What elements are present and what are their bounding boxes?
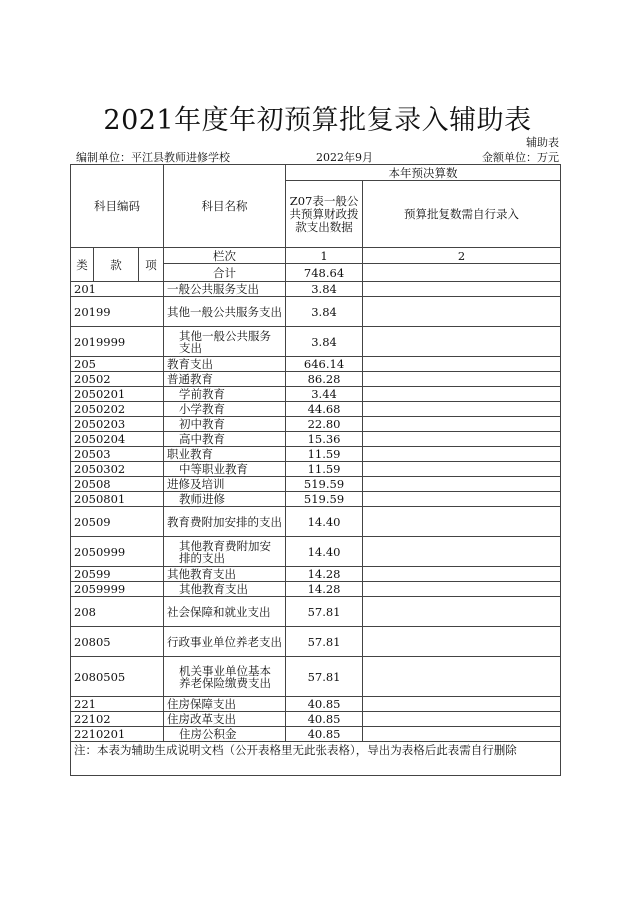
row-code: 20508 <box>71 477 164 492</box>
row-value: 40.85 <box>286 697 363 712</box>
row-input[interactable] <box>363 357 561 372</box>
table-row <box>71 357 561 372</box>
row-value: 646.14 <box>286 357 363 372</box>
row-name: 其他教育支出 <box>164 567 286 582</box>
row-value: 14.28 <box>286 567 363 582</box>
table-row <box>71 387 561 402</box>
table-row <box>71 447 561 462</box>
header-group: 本年预决算数 <box>286 165 561 181</box>
row-value: 519.59 <box>286 492 363 507</box>
table-row <box>71 582 561 597</box>
date-label: 2022年9月 <box>316 151 373 164</box>
lanci-1: 1 <box>286 248 363 264</box>
table-row <box>71 697 561 712</box>
row-input[interactable] <box>363 597 561 627</box>
row-name: 其他教育支出 <box>164 582 286 597</box>
row-name: 其他教育费附加安排的支出 <box>164 537 286 567</box>
row-input[interactable] <box>363 567 561 582</box>
row-input[interactable] <box>363 447 561 462</box>
row-value: 57.81 <box>286 627 363 657</box>
header-lanci: 栏次 <box>164 248 286 264</box>
row-name: 教师进修 <box>164 492 286 507</box>
total-value: 748.64 <box>286 264 363 282</box>
row-name: 高中教育 <box>164 432 286 447</box>
row-value: 3.44 <box>286 387 363 402</box>
row-code: 2019999 <box>71 327 164 357</box>
currency-label: 金额单位：万元 <box>482 151 559 164</box>
row-value: 3.84 <box>286 297 363 327</box>
row-input[interactable] <box>363 297 561 327</box>
row-code: 201 <box>71 282 164 297</box>
row-name: 教育费附加安排的支出 <box>164 507 286 537</box>
header-col2: 预算批复数需自行录入 <box>363 181 561 248</box>
row-code: 2050999 <box>71 537 164 567</box>
row-name: 学前教育 <box>164 387 286 402</box>
row-name: 普通教育 <box>164 372 286 387</box>
total-input[interactable] <box>363 264 561 282</box>
row-input[interactable] <box>363 402 561 417</box>
table-row <box>71 712 561 727</box>
page-title: 2021年度年初预算批复录入辅助表 <box>103 105 532 136</box>
row-code: 20509 <box>71 507 164 537</box>
header-code: 科目编码 <box>71 165 164 248</box>
row-name: 教育支出 <box>164 357 286 372</box>
row-value: 3.84 <box>286 327 363 357</box>
row-name: 其他一般公共服务支出 <box>164 297 286 327</box>
row-value: 44.68 <box>286 402 363 417</box>
row-code: 20503 <box>71 447 164 462</box>
row-input[interactable] <box>363 477 561 492</box>
row-name: 中等职业教育 <box>164 462 286 477</box>
row-value: 11.59 <box>286 462 363 477</box>
row-input[interactable] <box>363 627 561 657</box>
total-label: 合计 <box>164 264 286 282</box>
row-value: 57.81 <box>286 597 363 627</box>
table-row <box>71 567 561 582</box>
header-name: 科目名称 <box>164 165 286 248</box>
row-value: 22.80 <box>286 417 363 432</box>
header-lei: 类 <box>71 248 94 282</box>
row-code: 2050204 <box>71 432 164 447</box>
row-input[interactable] <box>363 697 561 712</box>
note: 注：本表为辅助生成说明文档（公开表格里无此张表格），导出为表格后此表需自行删除 <box>71 742 561 776</box>
table-row <box>71 297 561 327</box>
row-name: 小学教育 <box>164 402 286 417</box>
row-name: 初中教育 <box>164 417 286 432</box>
table-row <box>71 492 561 507</box>
row-input[interactable] <box>363 537 561 567</box>
table-row <box>71 507 561 537</box>
form-type-label: 辅助表 <box>526 136 559 149</box>
row-value: 86.28 <box>286 372 363 387</box>
table-row <box>71 432 561 447</box>
row-name: 职业教育 <box>164 447 286 462</box>
table-row <box>71 727 561 742</box>
row-code: 221 <box>71 697 164 712</box>
row-code: 2050801 <box>71 492 164 507</box>
row-input[interactable] <box>363 282 561 297</box>
row-value: 14.40 <box>286 507 363 537</box>
row-value: 11.59 <box>286 447 363 462</box>
row-name: 住房公积金 <box>164 727 286 742</box>
row-name: 社会保障和就业支出 <box>164 597 286 627</box>
row-value: 3.84 <box>286 282 363 297</box>
row-code: 20199 <box>71 297 164 327</box>
row-input[interactable] <box>363 507 561 537</box>
row-input[interactable] <box>363 432 561 447</box>
row-code: 2050203 <box>71 417 164 432</box>
row-code: 2080505 <box>71 657 164 697</box>
header-kuan: 款 <box>94 248 139 282</box>
row-code: 2050302 <box>71 462 164 477</box>
row-input[interactable] <box>363 712 561 727</box>
table-row <box>71 537 561 567</box>
table-row <box>71 597 561 627</box>
row-value: 14.28 <box>286 582 363 597</box>
row-input[interactable] <box>363 657 561 697</box>
row-name: 进修及培训 <box>164 477 286 492</box>
header-col1: Z07表一般公共预算财政拨款支出数据 <box>286 181 363 248</box>
row-name: 住房保障支出 <box>164 697 286 712</box>
row-input[interactable] <box>363 417 561 432</box>
row-name: 一般公共服务支出 <box>164 282 286 297</box>
row-value: 40.85 <box>286 712 363 727</box>
row-name: 机关事业单位基本养老保险缴费支出 <box>164 657 286 697</box>
unit-label: 编制单位：平江县教师进修学校 <box>76 151 230 164</box>
row-code: 22102 <box>71 712 164 727</box>
row-value: 57.81 <box>286 657 363 697</box>
row-input[interactable] <box>363 327 561 357</box>
table-row <box>71 372 561 387</box>
row-input[interactable] <box>363 492 561 507</box>
table-row <box>71 402 561 417</box>
row-code: 20599 <box>71 567 164 582</box>
header-xiang: 项 <box>139 248 164 282</box>
row-input[interactable] <box>363 372 561 387</box>
row-code: 2210201 <box>71 727 164 742</box>
row-value: 519.59 <box>286 477 363 492</box>
row-code: 2050202 <box>71 402 164 417</box>
row-value: 40.85 <box>286 727 363 742</box>
row-code: 205 <box>71 357 164 372</box>
table-row <box>71 327 561 357</box>
lanci-2: 2 <box>363 248 561 264</box>
row-code: 2050201 <box>71 387 164 402</box>
row-code: 208 <box>71 597 164 627</box>
row-name: 其他一般公共服务支出 <box>164 327 286 357</box>
budget-table <box>70 164 561 776</box>
table-row <box>71 462 561 477</box>
table-row <box>71 282 561 297</box>
row-name: 住房改革支出 <box>164 712 286 727</box>
table-row <box>71 627 561 657</box>
row-code: 2059999 <box>71 582 164 597</box>
row-input[interactable] <box>363 462 561 477</box>
row-input[interactable] <box>363 387 561 402</box>
table-row <box>71 657 561 697</box>
row-value: 15.36 <box>286 432 363 447</box>
table-row <box>71 417 561 432</box>
row-code: 20502 <box>71 372 164 387</box>
row-name: 行政事业单位养老支出 <box>164 627 286 657</box>
row-code: 20805 <box>71 627 164 657</box>
row-input[interactable] <box>363 727 561 742</box>
row-input[interactable] <box>363 582 561 597</box>
table-row <box>71 477 561 492</box>
row-value: 14.40 <box>286 537 363 567</box>
